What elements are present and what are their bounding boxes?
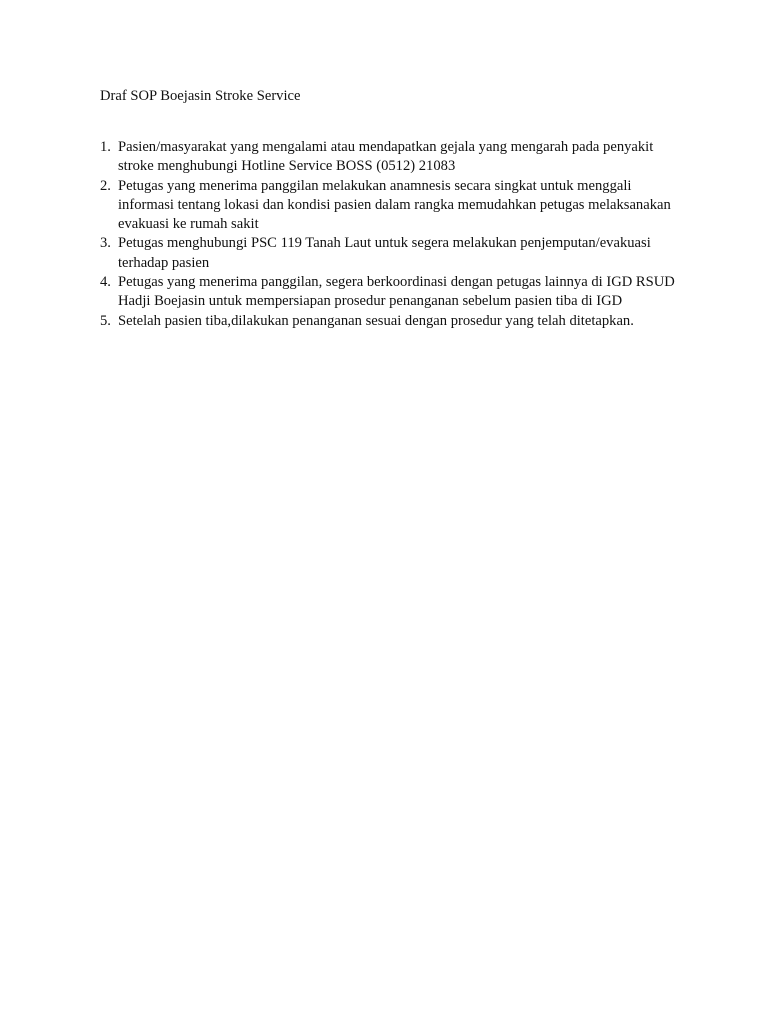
list-item-number: 3. — [100, 235, 111, 252]
list-item — [100, 138, 675, 177]
list-item-text: Petugas menghubungi PSC 119 Tanah Laut untuk segera melakukan penjemputan/evakuasi terhadap pasien — [118, 235, 651, 271]
list-item-number: 1. — [100, 139, 111, 155]
list-item-number: 5. — [100, 312, 111, 329]
list-item-text: Setelah pasien tiba,dilakukan penanganan sesuai dengan prosedur yang telah ditetapkan. — [118, 312, 634, 329]
list-item-text: Petugas yang menerima panggilan, segera berkoordinasi dengan petugas lainnya di IGD RSUD Hadji Boejasin untuk mempersiapan prosedur penanganan sebelum pasien tiba di IGD — [118, 274, 675, 310]
document-title: Draf SOP Boejasin Stroke Service — [100, 88, 301, 104]
list-item-number: 4. — [100, 274, 111, 291]
list-item — [100, 234, 675, 273]
list-item — [100, 273, 675, 312]
list-item — [100, 312, 675, 331]
list-item-text: Pasien/masyarakat yang mengalami atau mendapatkan gejala yang mengarah pada penyakit stroke menghubungi Hotline Service BOSS (0512) 21083 — [118, 139, 654, 175]
list-item-text: Petugas yang menerima panggilan melakukan anamnesis secara singkat untuk menggali informasi tentang lokasi dan kondisi pasien dalam rangka memudahkan petugas melaksanakan evakuasi ke rumah sakit — [118, 177, 671, 233]
procedure-list — [100, 138, 675, 331]
list-item-number: 2. — [100, 177, 111, 194]
list-item — [100, 177, 675, 235]
